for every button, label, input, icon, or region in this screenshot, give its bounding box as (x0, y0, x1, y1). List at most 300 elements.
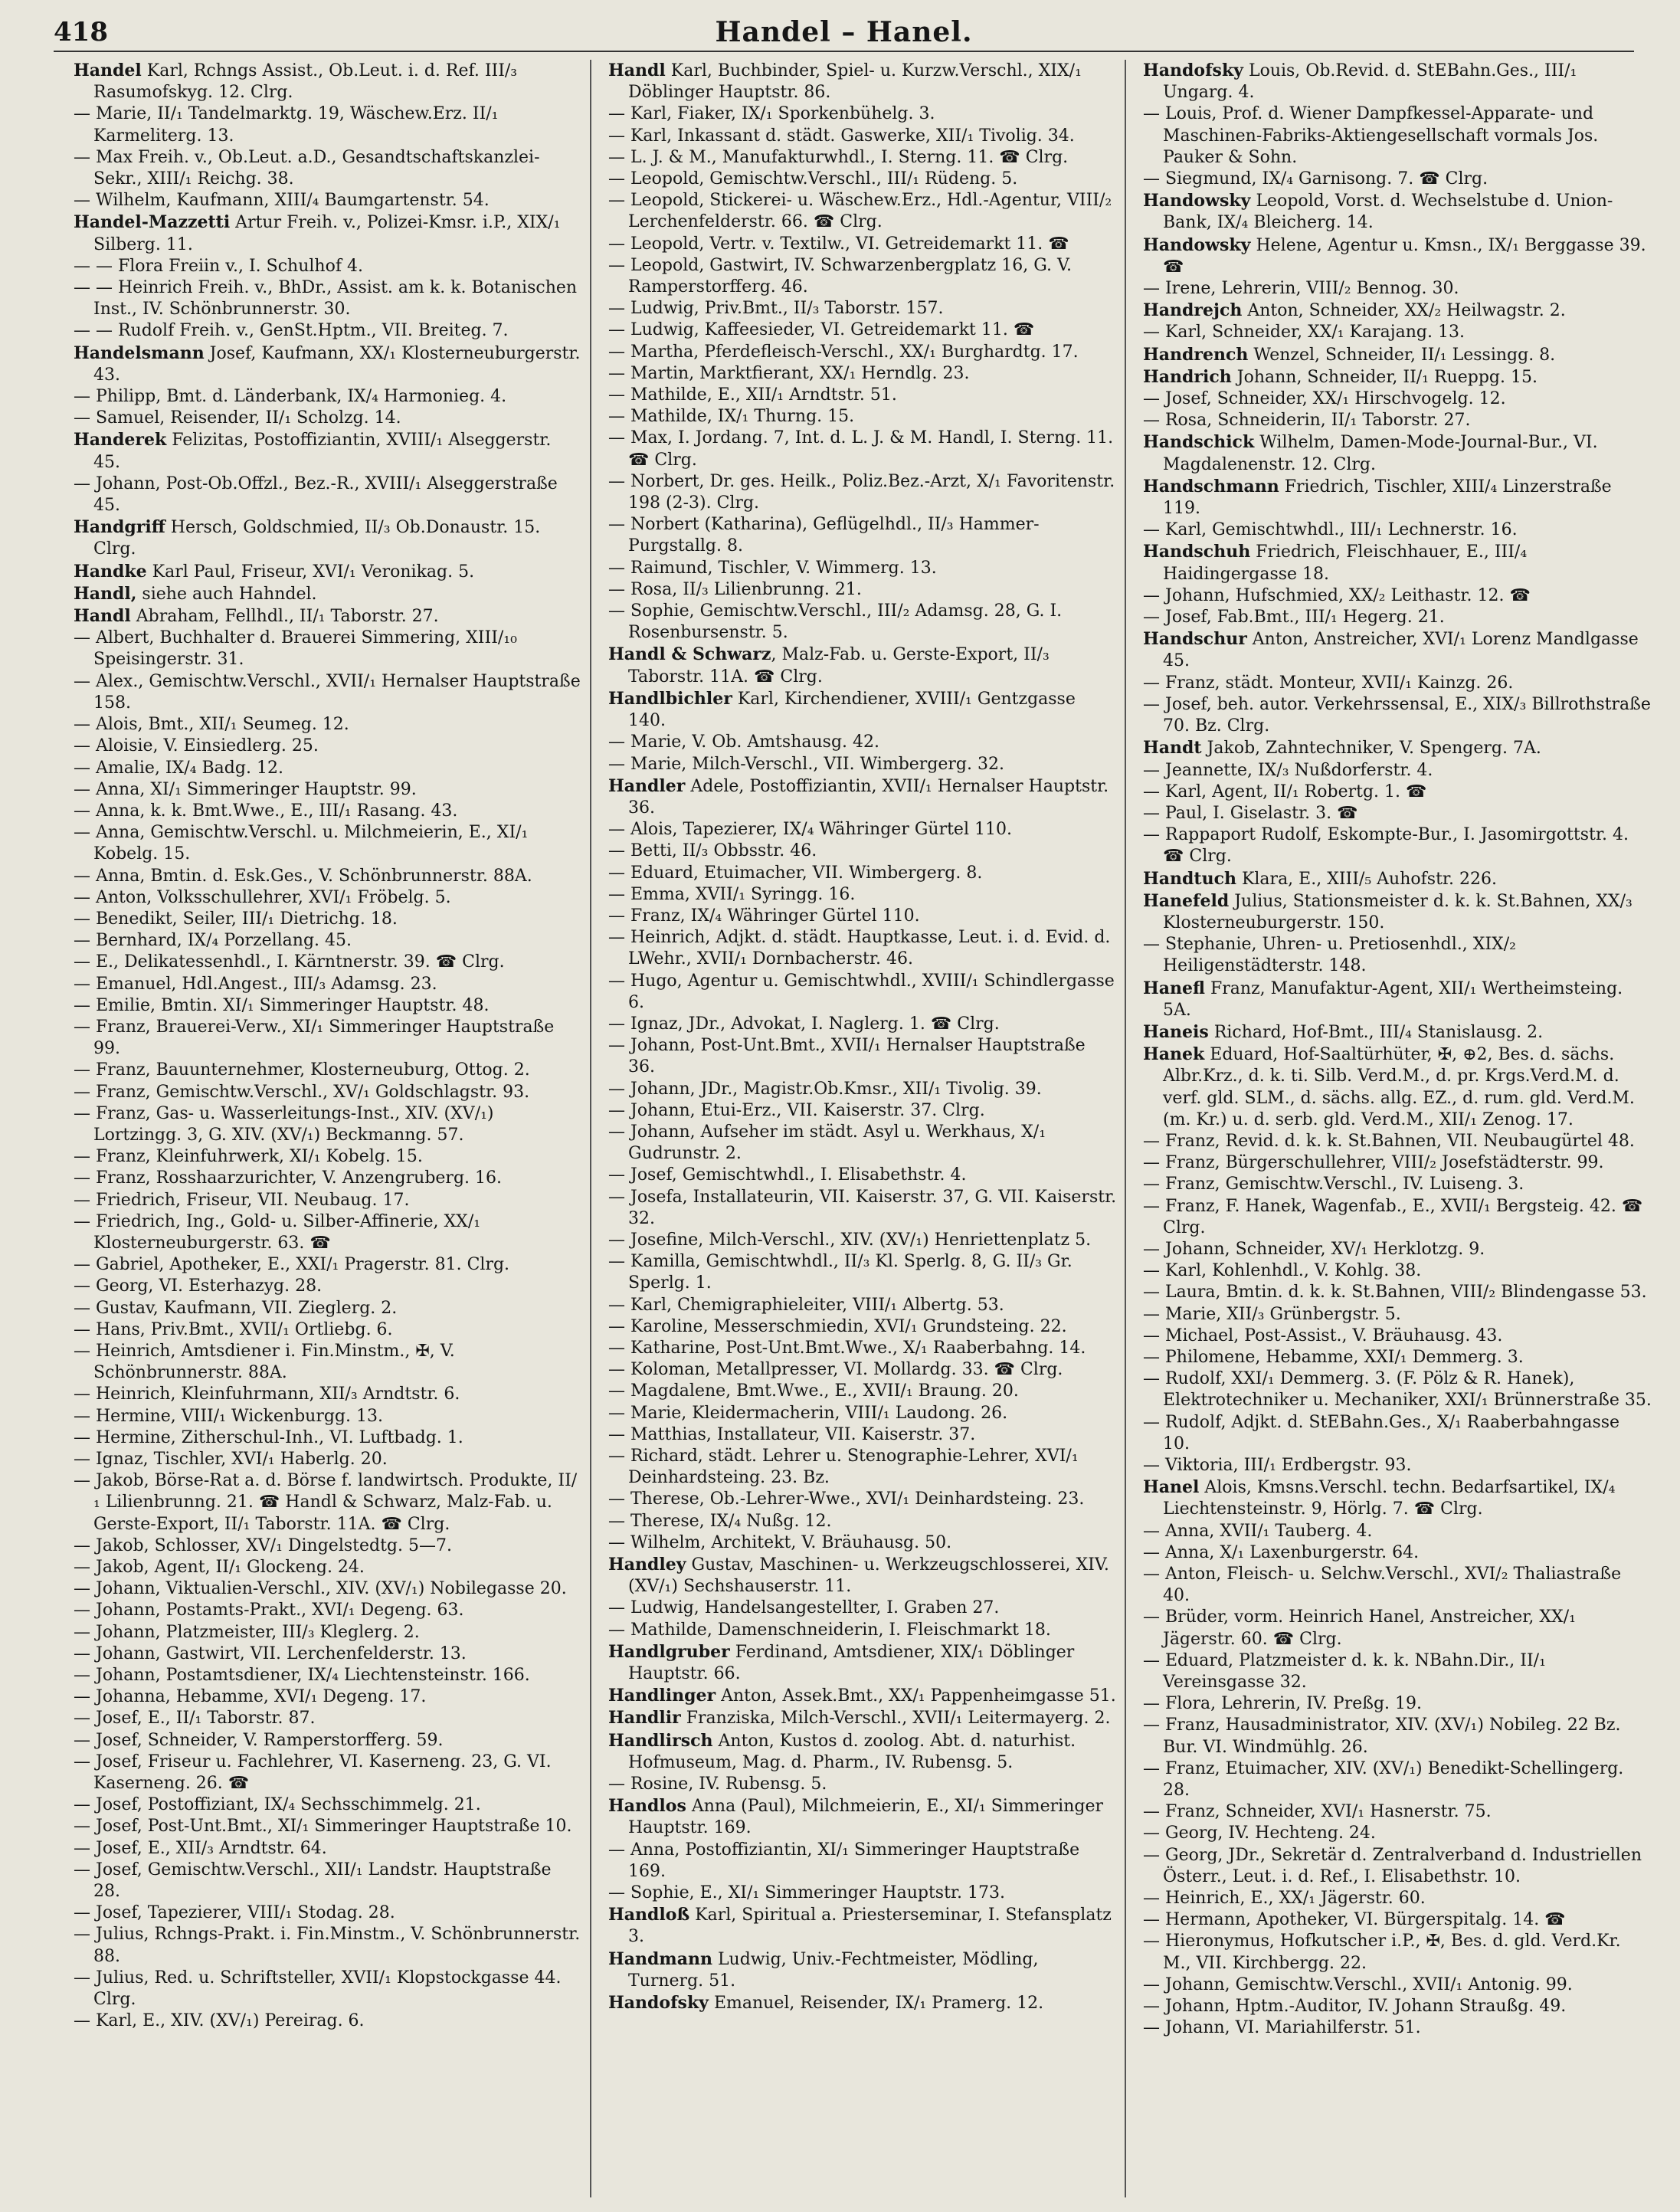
entry-text: — Friedrich, Friseur, VII. Neubaug. 17. (74, 1190, 410, 1210)
directory-entry (74, 1968, 582, 2010)
directory-entry (1143, 366, 1652, 388)
entry-text: — Emma, XVII/₁ Syringg. 16. (608, 884, 856, 904)
entry-text: Anton, Assek.Bmt., XX/₁ Pappenheimgasse 51. (716, 1686, 1116, 1706)
entry-text: — Franz, Bürgerschullehrer, VIII/₂ Josefstädterstr. 99. (1143, 1153, 1604, 1173)
entry-text: — L. J. & M., Manufakturwhdl., I. Sterng. 11. ☎ Clrg. (608, 147, 1069, 167)
directory-entry (608, 1230, 1117, 1251)
entry-text: Artur Freih. v., Polizei-Kmsr. i.P., XIX/₁ Silberg. 11. (93, 213, 561, 254)
entry-surname: Handerek (74, 430, 167, 451)
directory-entry (1143, 868, 1652, 890)
entry-text: — Franz, Bauunternehmer, Klosterneuburg, Ottog. 2. (74, 1060, 530, 1080)
directory-entry (74, 822, 582, 865)
entry-text: Anna (Paul), Milchmeierin, E., XI/₁ Simmeringer Hauptstr. 169. (628, 1797, 1103, 1838)
directory-entry (1143, 169, 1652, 190)
entry-text: — Franz, Revid. d. k. k. St.Bahnen, VII. Neubaugürtel 48. (1143, 1131, 1635, 1151)
directory-entry (608, 1685, 1117, 1707)
entry-text: — Brüder, vorm. Heinrich Hanel, Anstreicher, XX/₁ Jägerstr. 60. ☎ Clrg. (1143, 1607, 1576, 1649)
directory-entry (608, 906, 1117, 927)
directory-entry (1143, 1996, 1652, 2017)
entry-surname: Haneis (1143, 1021, 1209, 1042)
directory-entry (608, 1511, 1117, 1532)
entry-text: — Kamilla, Gemischtwhdl., II/₃ Kl. Sperlg. 8, G. II/₃ Gr. Sperlg. 1. (608, 1252, 1073, 1293)
entry-text: — Rosine, IV. Rubensg. 5. (608, 1775, 827, 1794)
directory-entry (608, 169, 1117, 190)
entry-text: — Gabriel, Apotheker, E., XXI/₁ Pragerstr. 81. Clrg. (74, 1255, 510, 1275)
running-head: Handel – Hanel. (715, 16, 973, 48)
entry-text: — Hieronymus, Hofkutscher i.P., ✠, Bes. d. gld. Verd.Kr. M., VII. Kirchbergg. 22. (1143, 1932, 1621, 1973)
directory-entry (1143, 1823, 1652, 1844)
directory-entry (608, 1992, 1117, 2014)
directory-entry (608, 1707, 1117, 1729)
directory-entry (74, 1794, 582, 1816)
directory-entry (1143, 1455, 1652, 1476)
entry-text: — Stephanie, Uhren- u. Pretiosenhdl., XIX/₂ Heiligenstädterstr. 148. (1143, 935, 1516, 976)
entry-text: — Julius, Rchngs-Prakt. i. Fin.Minstm., V. Schönbrunnerstr. 88. (74, 1925, 581, 1966)
directory-entry (1143, 607, 1652, 628)
directory-entry (1143, 1974, 1652, 1996)
directory-entry (74, 1211, 582, 1254)
entry-surname: Handschmann (1143, 476, 1279, 496)
entry-surname: Handlos (608, 1796, 686, 1817)
directory-entry (1143, 476, 1652, 519)
entry-text: — Philipp, Bmt. d. Länderbank, IX/₄ Harmonieg. 4. (74, 387, 507, 407)
directory-entry (608, 255, 1117, 298)
directory-entry (74, 605, 582, 628)
directory-entry (74, 1816, 582, 1837)
directory-entry (608, 1641, 1117, 1685)
directory-entry (74, 1752, 582, 1794)
entry-text: — Anna, XI/₁ Simmeringer Hauptstr. 99. (74, 779, 417, 799)
entry-text: siehe auch Hahndel. (136, 584, 317, 604)
entry-text: — Alois, Tapezierer, IX/₄ Währinger Gürtel 110. (608, 820, 1012, 840)
entry-text: Eduard, Hof-Saaltürhüter, ✠, ⊕2, Bes. d. sächs. Albr.Krz., d. k. ti. Silb. Verd.M., d. pr. Krgs.Verd.M. d. verf. gld. SLM., d. sächs. allg. EZ., d. rum. gld. Verd.M. (m. Kr.) u. d. serb. gld. Verd.M., XII/₁ Zenog. 17. (1163, 1045, 1635, 1129)
entry-surname: Handschur (1143, 629, 1247, 650)
entry-text: — Paul, I. Giselastr. 3. ☎ (1143, 803, 1358, 823)
entry-text: — Amalie, IX/₄ Badg. 12. (74, 758, 283, 778)
entry-surname: Handt (1143, 738, 1202, 759)
directory-entry (74, 320, 582, 342)
directory-entry (1143, 934, 1652, 977)
directory-entry (1143, 1888, 1652, 1909)
entry-text: — Josef, Gemischtwhdl., I. Elisabethstr. 4. (608, 1165, 967, 1185)
directory-entry (74, 1924, 582, 1967)
entry-text: Wilhelm, Damen-Mode-Journal-Bur., VI. Magdalenenstr. 12. Clrg. (1163, 433, 1598, 474)
directory-columns (74, 60, 1652, 2197)
entry-text: — Marie, XII/₃ Grünbergstr. 5. (1143, 1304, 1401, 1324)
directory-entry (74, 1838, 582, 1860)
entry-text: Jakob, Zahntechniker, V. Spengerg. 7A. (1201, 739, 1541, 759)
directory-entry (74, 1730, 582, 1752)
directory-entry (608, 1840, 1117, 1883)
entry-text: — Norbert (Katharina), Geflügelhdl., II/₃ Hammer-Purgstallg. 8. (608, 515, 1040, 556)
entry-text: — Irene, Lehrerin, VIII/₂ Bennog. 30. (1143, 279, 1459, 299)
entry-text: — Rosa, Schneiderin, II/₁ Taborstr. 27. (1143, 411, 1471, 431)
directory-entry (608, 1403, 1117, 1424)
entry-text: Louis, Ob.Revid. d. StEBahn.Ges., III/₁ Ungarg. 4. (1163, 61, 1577, 103)
entry-text: — Wilhelm, Architekt, V. Bräuhausg. 50. (608, 1532, 952, 1552)
entry-text: — Johann, Schneider, XV/₁ Herklotzg. 9. (1143, 1239, 1485, 1259)
directory-entry (74, 1686, 582, 1708)
directory-entry (1143, 1412, 1652, 1455)
directory-entry (1143, 760, 1652, 782)
directory-entry (608, 1489, 1117, 1510)
entry-text: — Ignaz, Tischler, XVI/₁ Haberlg. 20. (74, 1450, 388, 1469)
directory-entry (608, 1948, 1117, 1992)
entry-text: — Josef, Tapezierer, VIII/₁ Stodag. 28. (74, 1903, 395, 1923)
entry-surname: Handlirsch (608, 1730, 713, 1751)
directory-entry (1143, 1931, 1652, 1974)
entry-text: — Katharine, Post-Unt.Bmt.Wwe., X/₁ Raaberbahng. 14. (608, 1338, 1086, 1358)
directory-entry (74, 801, 582, 822)
entry-text: — Gustav, Kaufmann, VII. Zieglerg. 2. (74, 1298, 398, 1318)
entry-text: — Eduard, Platzmeister d. k. k. NBahn.Dir., II/₁ Vereinsgasse 32. (1143, 1650, 1546, 1693)
entry-text: — Louis, Prof. d. Wiener Dampfkessel-Apparate- und Maschinen-Fabriks-Aktiengesellschaft vormals Jos. Pauker & Sohn. (1143, 104, 1599, 167)
directory-entry (608, 1338, 1117, 1359)
entry-text: — Heinrich, Amtsdiener i. Fin.Minstm., ✠, V. Schönbrunnerstr. 88A. (74, 1341, 455, 1383)
entry-text: — Johann, JDr., Magistr.Ob.Kmsr., XII/₁ Tivolig. 39. (608, 1079, 1042, 1099)
entry-surname: Handlir (608, 1708, 681, 1729)
directory-entry (1143, 1909, 1652, 1931)
directory-entry (74, 1082, 582, 1103)
entry-text: — Franz, Gas- u. Wasserleitungs-Inst., XIV. (XV/₁) Lortzingg. 3, G. XIV. (XV/₁) Beckmanng. 57. (74, 1103, 494, 1145)
entry-text: — Max, I. Jordang. 7, Int. d. L. J. & M. Handl, I. Sterng. 11. ☎ Clrg. (608, 428, 1114, 470)
directory-entry (608, 1100, 1117, 1122)
directory-entry (608, 1730, 1117, 1774)
entry-text: — Franz, Gemischtw.Verschl., XV/₁ Goldschlagstr. 93. (74, 1082, 530, 1102)
entry-surname: Handl (74, 606, 131, 627)
directory-entry (74, 1470, 582, 1535)
entry-text: — Karoline, Messerschmiedin, XVI/₁ Grundsteing. 22. (608, 1316, 1067, 1336)
directory-entry (1143, 431, 1652, 475)
page-number: 418 (54, 17, 108, 48)
directory-entry (1143, 1260, 1652, 1282)
entry-text: Karl, Rchngs Assist., Ob.Leut. i. d. Ref. III/₃ Rasumofskyg. 12. Clrg. (93, 61, 518, 103)
column-3 (1143, 60, 1652, 2197)
directory-entry (608, 1122, 1117, 1165)
directory-entry (74, 516, 582, 560)
directory-entry (74, 256, 582, 277)
directory-entry (74, 474, 582, 516)
directory-entry (608, 863, 1117, 884)
directory-entry (608, 320, 1117, 341)
entry-text: — Therese, IX/₄ Nußg. 12. (608, 1511, 832, 1531)
entry-text: — Josef, E., XII/₃ Arndtstr. 64. (74, 1838, 327, 1858)
entry-text: — Karl, Chemigraphieleiter, VIII/₁ Albertg. 53. (608, 1295, 1004, 1315)
entry-text: — Johann, Post-Unt.Bmt., XVII/₁ Hernalser Hauptstraße 36. (608, 1036, 1086, 1077)
entry-text: — Flora, Lehrerin, IV. Preßg. 19. (1143, 1694, 1423, 1714)
entry-text: — Emilie, Bmtin. XI/₁ Simmeringer Hauptstr. 48. (74, 995, 490, 1015)
entry-text: — Leopold, Gastwirt, IV. Schwarzenbergplatz 16, G. V. Ramperstorfferg. 46. (608, 255, 1073, 297)
directory-entry (1143, 1801, 1652, 1823)
entry-text: — Karl, E., XIV. (XV/₁) Pereirag. 6. (74, 2011, 365, 2031)
entry-text: — Josef, Friseur u. Fachlehrer, VI. Kaserneng. 23, G. VI. Kaserneng. 26. ☎ (74, 1752, 552, 1794)
entry-text: — Franz, Rosshaarzurichter, V. Anzengruberg. 16. (74, 1168, 503, 1188)
entry-text: — Rosa, II/₃ Lilienbrunng. 21. (608, 579, 862, 599)
entry-text: — Rudolf, XXI/₁ Demmerg. 3. (F. Pölz & R. Hanek), Elektrotechniker u. Mechaniker, XXI/₁ Brünnerstraße 35. (1143, 1369, 1652, 1411)
directory-entry (608, 1359, 1117, 1381)
entry-text: — Johann, VI. Mariahilferstr. 51. (1143, 2018, 1421, 2038)
entry-text: — Raimund, Tischler, V. Wimmerg. 13. (608, 558, 937, 578)
entry-text: — Johann, Gemischtw.Verschl., XVII/₁ Antonig. 99. (1143, 1974, 1573, 1994)
directory-entry (1143, 1021, 1652, 1044)
directory-entry (74, 779, 582, 801)
entry-text: — Josef, Post-Unt.Bmt., XI/₁ Simmeringer Hauptstraße 10. (74, 1817, 572, 1837)
directory-entry (608, 1014, 1117, 1035)
directory-entry (74, 1103, 582, 1146)
entry-text: — Bernhard, IX/₄ Porzellang. 45. (74, 931, 352, 951)
entry-text: — Siegmund, IX/₄ Garnisong. 7. ☎ Clrg. (1143, 169, 1488, 189)
directory-entry (608, 126, 1117, 147)
directory-entry (608, 971, 1117, 1014)
directory-entry (1143, 1326, 1652, 1347)
entry-text: Gustav, Maschinen- u. Werkzeugschlosserei, XIV. (XV/₁) Sechshauserstr. 11. (628, 1555, 1109, 1597)
directory-entry (1143, 1196, 1652, 1239)
entry-text: Franziska, Milch-Verschl., XVII/₁ Leitermayerg. 2. (680, 1709, 1111, 1729)
directory-entry (1143, 1542, 1652, 1564)
entry-text: — Philomene, Hebamme, XXI/₁ Demmerg. 3. (1143, 1347, 1524, 1367)
directory-entry (608, 1295, 1117, 1316)
entry-surname: Handgriff (74, 517, 165, 538)
directory-entry (1143, 1347, 1652, 1368)
entry-text: — Emanuel, Hdl.Angest., III/₃ Adamsg. 23. (74, 974, 437, 994)
directory-entry (74, 1341, 582, 1384)
directory-entry (1143, 388, 1652, 410)
directory-entry (1143, 60, 1652, 103)
directory-entry (74, 671, 582, 714)
entry-text: — Karl, Inkassant d. städt. Gaswerke, XII/₁ Tivolig. 34. (608, 126, 1075, 146)
entry-text: — Karl, Gemischtwhdl., III/₁ Lechnerstr. 16. (1143, 520, 1518, 540)
directory-entry (1143, 1715, 1652, 1758)
column-1 (74, 60, 591, 2197)
directory-entry (608, 775, 1117, 819)
directory-entry (608, 884, 1117, 906)
entry-text: — Benedikt, Seiler, III/₁ Dietrichg. 18. (74, 909, 398, 929)
directory-entry (74, 1622, 582, 1643)
entry-text: — Josefa, Installateurin, VII. Kaiserstr. 37, G. VII. Kaiserstr. 32. (608, 1187, 1117, 1228)
directory-entry (608, 601, 1117, 644)
entry-text: — Karl, Schneider, XX/₁ Karajang. 13. (1143, 323, 1465, 342)
entry-text: — Magdalene, Bmt.Wwe., E., XVII/₁ Braung. 20. (608, 1381, 1019, 1401)
directory-entry (74, 714, 582, 736)
entry-text: Hersch, Goldschmied, II/₃ Ob.Donaustr. 15. Clrg. (93, 518, 541, 559)
directory-entry (608, 1187, 1117, 1230)
entry-text: Anton, Schneider, XX/₂ Heilwagstr. 2. (1242, 301, 1566, 321)
entry-text: — Johann, Viktualien-Verschl., XIV. (XV/₁) Nobilegasse 20. (74, 1579, 567, 1599)
entry-text: — Johann, Post-Ob.Offzl., Bez.-R., XVIII/₁ Alseggerstraße 45. (74, 474, 558, 516)
entry-text: — Josef, Gemischtw.Verschl., XII/₁ Landstr. Hauptstraße 28. (74, 1860, 552, 1902)
entry-text: Johann, Schneider, II/₁ Rueppg. 15. (1231, 367, 1538, 387)
entry-text: — Laura, Bmtin. d. k. k. St.Bahnen, VIII/₂ Blindengasse 53. (1143, 1283, 1647, 1303)
directory-entry (74, 1254, 582, 1276)
entry-surname: Handofsky (608, 1993, 709, 2014)
directory-entry (1143, 1845, 1652, 1888)
entry-surname: Handlgruber (608, 1641, 730, 1662)
entry-text: — Ludwig, Handelsangestellter, I. Graben 27. (608, 1598, 1000, 1618)
entry-text: — Hermine, Zitherschul-Inh., VI. Luftbadg. 1. (74, 1427, 463, 1447)
directory-entry (608, 103, 1117, 125)
entry-text: — Heinrich, E., XX/₁ Jägerstr. 60. (1143, 1889, 1426, 1909)
directory-entry (1143, 1564, 1652, 1607)
entry-text: — Josef, Schneider, V. Ramperstorfferg. 59. (74, 1730, 444, 1750)
directory-entry (1143, 1476, 1652, 1520)
entry-text: Anton, Kustos d. zoolog. Abt. d. naturhist. Hofmuseum, Mag. d. Pharm., IV. Rubensg. 5. (628, 1731, 1076, 1772)
directory-entry (608, 1035, 1117, 1078)
directory-entry (1143, 1368, 1652, 1411)
directory-entry (608, 1079, 1117, 1100)
directory-entry (1143, 1282, 1652, 1303)
entry-surname: Handl & Schwarz (608, 644, 771, 665)
entry-surname: Handlinger (608, 1686, 716, 1706)
entry-surname: Handl (608, 61, 666, 80)
entry-surname: Handrench (1143, 344, 1249, 365)
entry-text: — Josef, beh. autor. Verkehrssensal, E., XIX/₃ Billrothstraße 70. Bz. Clrg. (1143, 694, 1651, 736)
entry-text: — Ludwig, Kaffeesieder, VI. Getreidemarkt 11. ☎ (608, 320, 1035, 340)
entry-text: Julius, Stationsmeister d. k. k. St.Bahnen, XX/₃ Klosterneuburgerstr. 150. (1163, 891, 1633, 932)
entry-text: — Mathilde, E., XII/₁ Arndtstr. 51. (608, 385, 897, 405)
directory-entry (608, 1774, 1117, 1795)
entry-text: — Ludwig, Priv.Bmt., II/₃ Taborstr. 157. (608, 299, 944, 319)
entry-surname: Hanefl (1143, 978, 1206, 998)
directory-entry (1143, 1044, 1652, 1131)
directory-entry (608, 1883, 1117, 1904)
entry-text: — Marie, Milch-Verschl., VII. Wimbergerg. 32. (608, 754, 1004, 774)
entry-text: — Leopold, Gemischtw.Verschl., III/₁ Rüdeng. 5. (608, 169, 1018, 189)
directory-entry (1143, 585, 1652, 607)
entry-text: — — Heinrich Freih. v., BhDr., Assist. am k. k. Botanischen Inst., IV. Schönbrunnerstr. 30. (74, 278, 578, 320)
directory-entry (74, 1060, 582, 1081)
directory-entry (74, 1384, 582, 1405)
directory-entry (1143, 410, 1652, 431)
entry-text: — Georg, JDr., Sekretär d. Zentralverband d. Industriellen Österr., Leut. i. d. Ref., I. Elisabethstr. 10. (1143, 1845, 1642, 1886)
directory-entry (608, 732, 1117, 753)
directory-entry (74, 342, 582, 386)
entry-text: Anton, Anstreicher, XVI/₁ Lorenz Mandlgasse 45. (1163, 630, 1639, 671)
entry-surname: Handofsky (1143, 61, 1243, 80)
entry-text: — Martin, Marktfierant, XX/₁ Herndlg. 23. (608, 363, 970, 383)
entry-text: — Franz, F. Hanek, Wagenfab., E., XVII/₁ Bergsteig. 42. ☎ Clrg. (1143, 1196, 1643, 1237)
directory-entry (74, 190, 582, 211)
entry-surname: Handley (608, 1555, 686, 1575)
directory-entry (608, 927, 1117, 970)
entry-text: — Martha, Pferdefleisch-Verschl., XX/₁ Burghardtg. 17. (608, 342, 1079, 362)
directory-entry (1143, 1239, 1652, 1260)
directory-entry (608, 688, 1117, 732)
entry-text: Karl, Spiritual a. Priesterseminar, I. Stefansplatz 3. (628, 1906, 1112, 1947)
directory-entry (74, 1600, 582, 1621)
directory-entry (1143, 1131, 1652, 1152)
entry-text: — Hermann, Apotheker, VI. Bürgerspitalg. 14. ☎ (1143, 1910, 1566, 1930)
entry-surname: Handloß (608, 1905, 690, 1925)
entry-text: — Hugo, Agentur u. Gemischtwhdl., XVIII/₁ Schindlergasse 6. (608, 971, 1115, 1012)
entry-text: Franz, Manufaktur-Agent, XII/₁ Wertheimsteing. 5A. (1163, 978, 1623, 1020)
entry-surname: Handschuh (1143, 542, 1251, 562)
entry-text: — Franz, Kleinfuhrwerk, XI/₁ Kobelg. 15. (74, 1147, 423, 1167)
directory-entry (608, 1795, 1117, 1839)
directory-entry (1143, 1758, 1652, 1801)
directory-entry (608, 1316, 1117, 1338)
directory-entry (74, 758, 582, 779)
entry-text: — Sophie, E., XI/₁ Simmeringer Hauptstr. 173. (608, 1883, 1005, 1903)
entry-surname: Handowsky (1143, 191, 1251, 211)
entry-surname: Handel-Mazzetti (74, 212, 231, 233)
directory-entry (1143, 803, 1652, 824)
directory-entry (608, 1381, 1117, 1402)
directory-entry (1143, 1152, 1652, 1174)
directory-entry (608, 298, 1117, 320)
entry-text: — Viktoria, III/₁ Erdbergstr. 93. (1143, 1456, 1412, 1475)
entry-text: — Anna, Postoffiziantin, XI/₁ Simmeringer Hauptstraße 169. (608, 1840, 1080, 1881)
directory-entry (1143, 1521, 1652, 1542)
entry-surname: Handmann (608, 1948, 712, 1969)
directory-entry (74, 736, 582, 757)
entry-text: Leopold, Vorst. d. Wechselstube d. Union-Bank, IX/₄ Bleicherg. 14. (1163, 192, 1613, 233)
entry-text: Richard, Hof-Bmt., III/₄ Stanislausg. 2. (1208, 1022, 1544, 1042)
entry-text: — — Flora Freiin v., I. Schulhof 4. (74, 256, 363, 276)
entry-text: — Marie, II/₁ Tandelmarktg. 19, Wäschew.Erz. II/₁ Karmeliterg. 13. (74, 104, 499, 146)
directory-entry (74, 408, 582, 429)
entry-text: — Betti, II/₃ Obbsstr. 46. (608, 841, 817, 861)
entry-text: Alois, Kmsns.Verschl. techn. Bedarfsartikel, IX/₄ Liechtensteinstr. 9, Hörlg. 7. ☎ Clrg. (1163, 1478, 1616, 1519)
entry-text: — Friedrich, Ing., Gold- u. Silber-Affinerie, XX/₁ Klosterneuburgerstr. 63. ☎ (74, 1211, 481, 1253)
directory-entry (608, 841, 1117, 862)
entry-text: — Leopold, Vertr. v. Textilw., VI. Getreidemarkt 11. ☎ (608, 234, 1069, 254)
directory-entry (608, 1904, 1117, 1948)
directory-entry (74, 930, 582, 952)
directory-entry (608, 1424, 1117, 1446)
directory-entry (74, 1665, 582, 1686)
entry-text: — Georg, VI. Esterhazyg. 28. (74, 1276, 323, 1296)
entry-text: — Josef, E., II/₁ Taborstr. 87. (74, 1709, 316, 1729)
entry-surname: Handrejch (1143, 300, 1243, 321)
directory-entry (74, 103, 582, 146)
directory-entry (1143, 694, 1652, 737)
entry-text: Adele, Postoffiziantin, XVII/₁ Hernalser Hauptstr. 36. (628, 776, 1109, 818)
entry-text: — Franz, städt. Monteur, XVII/₁ Kainzg. 26. (1143, 673, 1514, 693)
entry-text: — Therese, Ob.-Lehrer-Wwe., XVI/₁ Deinhardsteing. 23. (608, 1489, 1085, 1509)
entry-text: Friedrich, Tischler, XIII/₄ Linzerstraße 119. (1163, 477, 1612, 519)
entry-text: — Ignaz, JDr., Advokat, I. Naglerg. 1. ☎ Clrg. (608, 1014, 1000, 1034)
entry-text: — E., Delikatessenhdl., I. Kärntnerstr. 39. ☎ Clrg. (74, 952, 505, 972)
directory-entry (74, 1578, 582, 1600)
directory-entry (608, 558, 1117, 579)
entry-text: — Julius, Red. u. Schriftsteller, XVII/₁ Klopstockgasse 44. Clrg. (74, 1968, 562, 2010)
entry-text: — Franz, Gemischtw.Verschl., IV. Luiseng. 3. (1143, 1175, 1524, 1194)
entry-text: — Heinrich, Adjkt. d. städt. Hauptkasse, Leut. i. d. Evid. d. LWehr., XVII/₁ Dornbacherstr. 46. (608, 928, 1111, 969)
directory-entry (74, 561, 582, 583)
directory-entry (608, 471, 1117, 514)
entry-surname: Handlbichler (608, 688, 732, 709)
directory-entry (608, 1532, 1117, 1554)
entry-text: — Karl, Kohlenhdl., V. Kohlg. 38. (1143, 1261, 1422, 1281)
directory-entry (1143, 2017, 1652, 2039)
directory-entry (1143, 978, 1652, 1021)
entry-text: — Max Freih. v., Ob.Leut. a.D., Gesandtschaftskanzlei-Sekr., XIII/₁ Reichg. 38. (74, 147, 540, 189)
entry-surname: Handel (74, 61, 142, 80)
entry-text: — Albert, Buchhalter d. Brauerei Simmering, XIII/₁₀ Speisingerstr. 31. (74, 628, 517, 670)
directory-entry (1143, 1650, 1652, 1693)
directory-entry (74, 386, 582, 408)
entry-text: — Anna, Gemischtw.Verschl. u. Milchmeierin, E., XI/₁ Kobelg. 15. (74, 823, 529, 864)
entry-text: — Johann, Aufseher im städt. Asyl u. Werkhaus, X/₁ Gudrunstr. 2. (608, 1122, 1046, 1164)
directory-entry (608, 754, 1117, 775)
directory-entry (1143, 322, 1652, 343)
entry-text: — Norbert, Dr. ges. Heilk., Poliz.Bez.-Arzt, X/₁ Favoritenstr. 198 (2-3). Clrg. (608, 471, 1115, 513)
directory-entry (1143, 1607, 1652, 1650)
entry-text: Karl Paul, Friseur, XVI/₁ Veronikag. 5. (146, 562, 475, 582)
directory-entry (1143, 890, 1652, 934)
entry-text: — Mathilde, Damenschneiderin, I. Fleischmarkt 18. (608, 1620, 1051, 1640)
directory-entry (74, 1708, 582, 1729)
